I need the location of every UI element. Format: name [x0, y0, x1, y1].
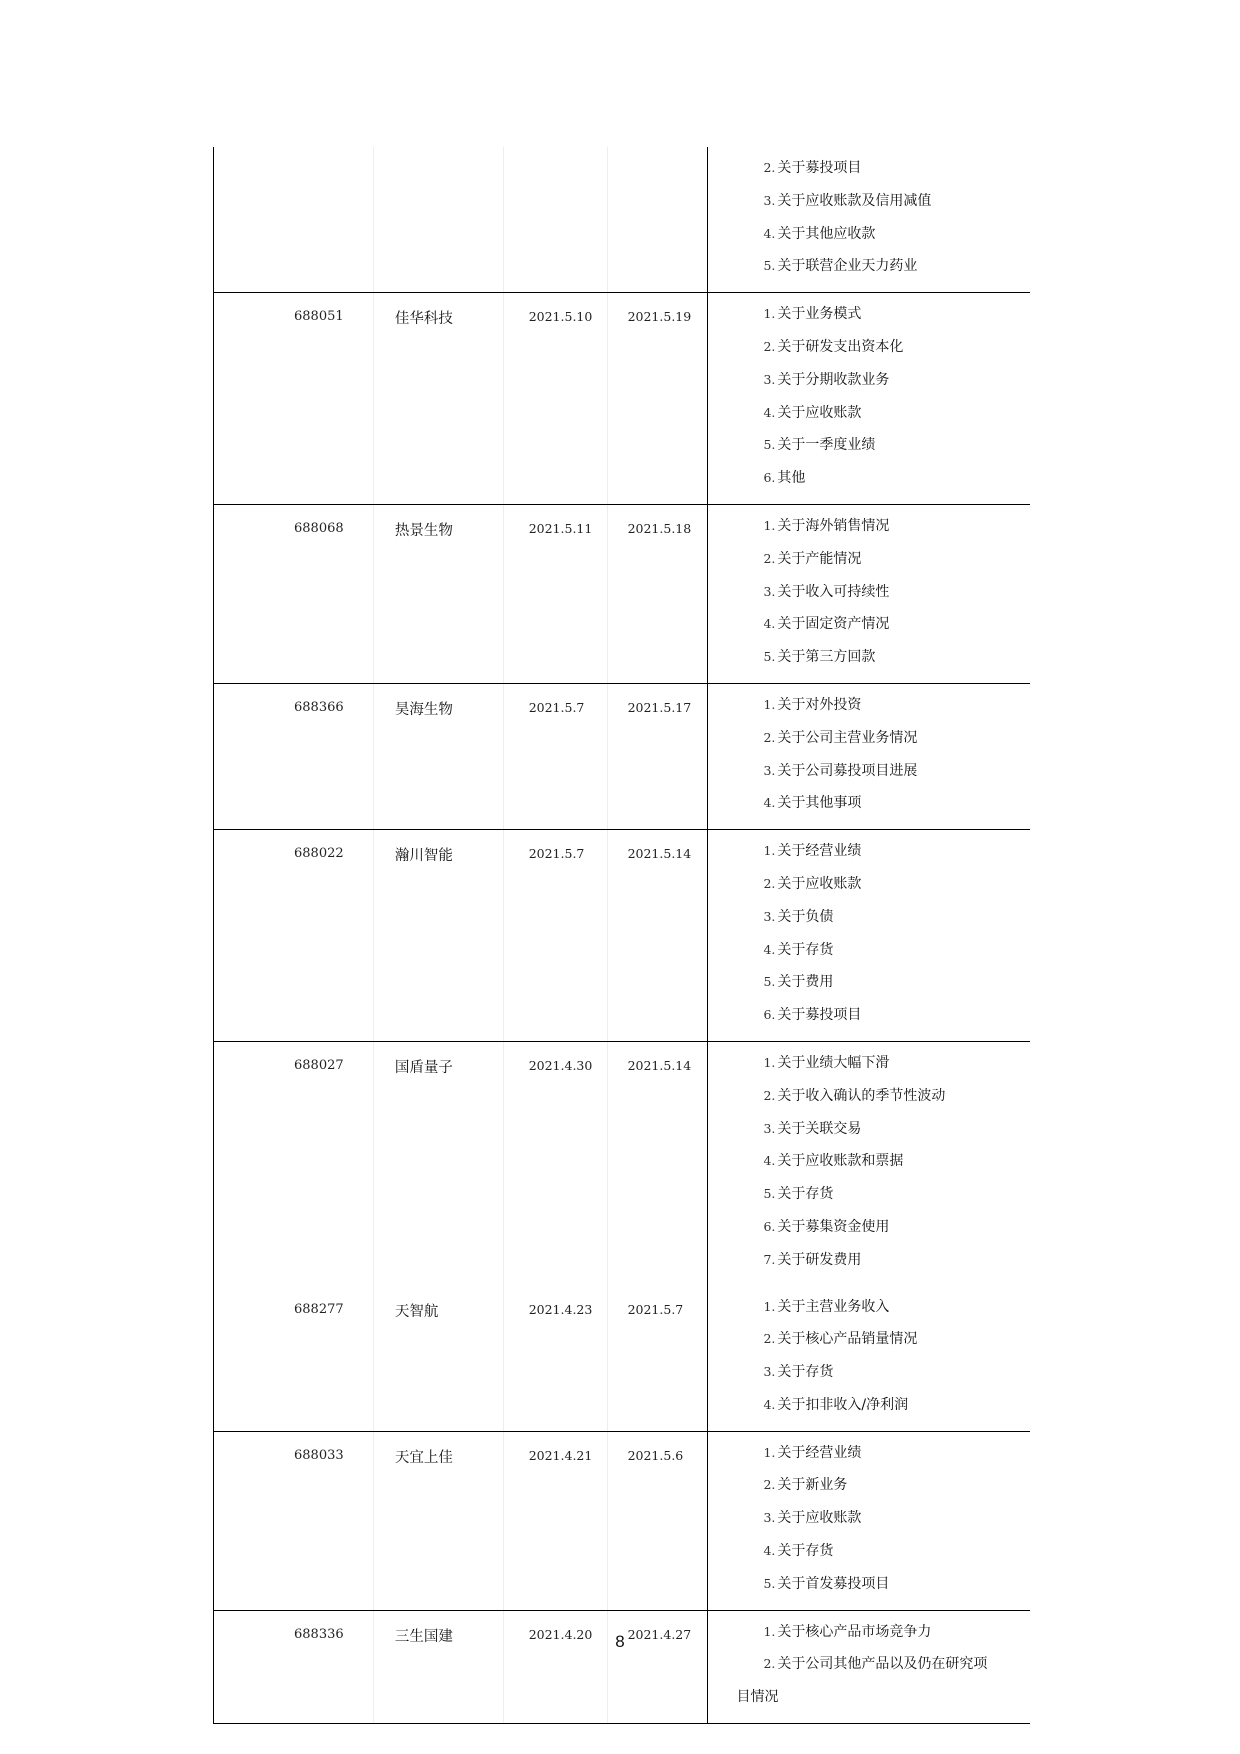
item-number: 4.	[763, 1153, 776, 1169]
item-text: 关于业务模式	[777, 306, 862, 323]
company-name-cell: 昊海生物	[374, 684, 504, 829]
item-text: 关于核心产品市场竞争力	[777, 1623, 932, 1640]
item-number: 2.	[763, 550, 776, 566]
item-text: 关于应收账款及信用减值	[777, 192, 932, 209]
item-text: 目情况	[736, 1689, 779, 1706]
item-text: 关于研发费用	[777, 1251, 862, 1268]
reply-date-cell	[608, 147, 709, 292]
item-number: 5.	[763, 974, 776, 990]
inquiry-date-cell: 2021.5.7	[504, 830, 608, 1041]
item-text: 关于公司其他产品以及仍在研究项	[777, 1656, 988, 1673]
list-item	[763, 369, 1030, 402]
list-item	[763, 840, 1030, 873]
topics-cell	[708, 1611, 1030, 1723]
list-item	[763, 1004, 1030, 1037]
list-item	[763, 1085, 1030, 1118]
item-number: 4.	[763, 616, 776, 632]
item-text: 关于公司主营业务情况	[777, 729, 918, 746]
stock-code-cell: 688033	[214, 1432, 374, 1610]
item-text: 关于经营业绩	[777, 1444, 862, 1461]
topics-cell	[708, 684, 1030, 829]
item-number: 4.	[763, 795, 776, 811]
item-number: 4.	[763, 1396, 776, 1412]
item-text: 关于业绩大幅下滑	[777, 1054, 890, 1071]
reply-date-cell: 2021.5.7	[608, 1286, 709, 1431]
item-number: 6.	[763, 1007, 776, 1023]
item-text: 关于公司募投项目进展	[777, 762, 918, 779]
table-row	[213, 505, 1030, 684]
company-name-cell: 天宜上佳	[374, 1432, 504, 1610]
item-number: 3.	[763, 908, 776, 924]
reply-date-cell: 2021.5.18	[608, 505, 709, 683]
item-number: 3.	[763, 583, 776, 599]
item-text: 关于经营业绩	[777, 843, 862, 860]
item-text: 关于应收账款	[777, 1510, 862, 1527]
item-number: 5.	[763, 437, 776, 453]
item-text: 关于一季度业绩	[777, 437, 876, 454]
topics-cell	[708, 1042, 1030, 1286]
list-item	[763, 1216, 1030, 1249]
item-number: 3.	[763, 1510, 776, 1526]
item-text: 关于费用	[777, 974, 834, 991]
reply-date-cell: 2021.4.27	[608, 1611, 709, 1723]
table-row	[213, 147, 1030, 293]
list-item	[763, 336, 1030, 369]
stock-code-cell: 688336	[214, 1611, 374, 1723]
reply-date-cell: 2021.5.17	[608, 684, 709, 829]
item-number: 6.	[763, 1218, 776, 1234]
company-name-cell	[374, 147, 504, 292]
item-number: 1.	[763, 843, 776, 859]
item-number: 4.	[763, 941, 776, 957]
company-name-cell: 佳华科技	[374, 293, 504, 504]
inquiry-date-cell: 2021.5.7	[504, 684, 608, 829]
inquiry-date-cell: 2021.5.10	[504, 293, 608, 504]
list-item	[763, 1442, 1030, 1475]
item-text: 关于存货	[777, 1186, 834, 1203]
item-number: 3.	[763, 762, 776, 778]
item-text: 关于收入确认的季节性波动	[777, 1087, 946, 1104]
item-number: 6.	[763, 470, 776, 486]
item-text: 关于联营企业天力药业	[777, 258, 918, 275]
list-item	[763, 613, 1030, 646]
topics-cell	[708, 1286, 1030, 1431]
item-number: 3.	[763, 192, 776, 208]
item-number: 7.	[763, 1251, 776, 1267]
stock-code-cell: 688068	[214, 505, 374, 683]
item-text: 关于核心产品销量情况	[777, 1331, 918, 1348]
topics-cell	[708, 830, 1030, 1041]
stock-code-cell	[214, 147, 374, 292]
list-item	[763, 646, 1030, 679]
item-number: 3.	[763, 1364, 776, 1380]
company-name-cell: 瀚川智能	[374, 830, 504, 1041]
item-number: 2.	[763, 1331, 776, 1347]
item-text: 关于存货	[777, 941, 834, 958]
list-item	[763, 760, 1030, 793]
topics-cell	[708, 293, 1030, 504]
item-number: 1.	[763, 517, 776, 533]
inquiry-date-cell	[504, 147, 608, 292]
company-name-cell: 国盾量子	[374, 1042, 504, 1286]
reply-date-cell: 2021.5.6	[608, 1432, 709, 1610]
inquiry-date-cell: 2021.4.30	[504, 1042, 608, 1286]
list-item	[763, 971, 1030, 1004]
inquiry-date-cell: 2021.5.11	[504, 505, 608, 683]
stock-code-cell: 688027	[214, 1042, 374, 1286]
item-text: 关于应收账款	[777, 875, 862, 892]
item-number: 5.	[763, 258, 776, 274]
item-number: 2.	[763, 1477, 776, 1493]
item-text: 关于新业务	[777, 1477, 848, 1494]
item-text: 关于产能情况	[777, 550, 862, 567]
list-item	[763, 939, 1030, 972]
item-number: 2.	[763, 875, 776, 891]
list-item	[736, 1686, 1030, 1719]
topics-cell	[708, 1432, 1030, 1610]
item-text: 关于应收账款	[777, 404, 862, 421]
list-item	[763, 1653, 1030, 1686]
inquiry-date-cell: 2021.4.20	[504, 1611, 608, 1723]
list-item	[763, 1296, 1030, 1329]
list-item	[763, 792, 1030, 825]
list-item	[763, 434, 1030, 467]
item-text: 关于其他事项	[777, 795, 862, 812]
reply-date-cell: 2021.5.14	[608, 830, 709, 1041]
list-item	[763, 402, 1030, 435]
list-item	[763, 1249, 1030, 1282]
item-number: 5.	[763, 649, 776, 665]
table-row	[213, 1042, 1030, 1286]
item-number: 4.	[763, 225, 776, 241]
item-text: 关于存货	[777, 1543, 834, 1560]
table-row	[213, 293, 1030, 505]
company-name-cell: 热景生物	[374, 505, 504, 683]
list-item	[763, 548, 1030, 581]
item-number: 2.	[763, 729, 776, 745]
list-item	[763, 581, 1030, 614]
item-number: 1.	[763, 1623, 776, 1639]
item-number: 4.	[763, 1543, 776, 1559]
list-item	[763, 1328, 1030, 1361]
item-text: 关于应收账款和票据	[777, 1153, 904, 1170]
item-number: 1.	[763, 1054, 776, 1070]
list-item	[763, 694, 1030, 727]
list-item	[763, 1540, 1030, 1573]
topics-cell	[708, 147, 1030, 292]
list-item	[763, 906, 1030, 939]
item-number: 3.	[763, 371, 776, 387]
stock-code-cell: 688051	[214, 293, 374, 504]
item-number: 1.	[763, 696, 776, 712]
item-text: 关于海外销售情况	[777, 517, 890, 534]
reply-date-cell: 2021.5.14	[608, 1042, 709, 1286]
item-number: 4.	[763, 404, 776, 420]
inquiry-table	[213, 147, 1030, 1724]
list-item	[763, 1052, 1030, 1085]
item-number: 2.	[763, 338, 776, 354]
list-item	[763, 515, 1030, 548]
item-text: 关于募投项目	[777, 160, 862, 176]
item-text: 关于募集资金使用	[777, 1218, 890, 1235]
page-number: 8	[615, 1632, 625, 1651]
stock-code-cell: 688277	[214, 1286, 374, 1431]
item-number: 5.	[763, 1186, 776, 1202]
list-item	[763, 1150, 1030, 1183]
list-item	[763, 467, 1030, 500]
table-row	[213, 1432, 1030, 1611]
table-row	[213, 1611, 1030, 1724]
list-item	[763, 873, 1030, 906]
item-text: 关于主营业务收入	[777, 1298, 890, 1315]
item-number: 2.	[763, 160, 776, 175]
item-text: 关于第三方回款	[777, 649, 876, 666]
item-text: 关于负债	[777, 908, 834, 925]
reply-date-cell: 2021.5.19	[608, 293, 709, 504]
item-number: 3.	[763, 1120, 776, 1136]
list-item	[763, 1573, 1030, 1606]
topics-cell	[708, 505, 1030, 683]
item-number: 2.	[763, 1087, 776, 1103]
item-number: 1.	[763, 1444, 776, 1460]
list-item	[763, 1118, 1030, 1151]
stock-code-cell: 688022	[214, 830, 374, 1041]
list-item	[763, 303, 1030, 336]
item-text: 关于分期收款业务	[777, 371, 890, 388]
item-text: 关于募投项目	[777, 1007, 862, 1024]
list-item	[763, 1361, 1030, 1394]
company-name-cell: 天智航	[374, 1286, 504, 1431]
item-text: 其他	[777, 470, 806, 487]
list-item	[763, 727, 1030, 760]
table-row	[213, 830, 1030, 1042]
list-item	[763, 223, 1030, 256]
table-row	[213, 684, 1030, 830]
item-text: 关于存货	[777, 1364, 834, 1381]
item-number: 1.	[763, 1298, 776, 1314]
item-text: 关于收入可持续性	[777, 583, 890, 600]
item-text: 关于扣非收入/净利润	[777, 1396, 909, 1413]
list-item	[763, 1394, 1030, 1427]
list-item	[763, 255, 1030, 288]
table-row	[213, 1286, 1030, 1432]
company-name-cell: 三生国建	[374, 1611, 504, 1723]
item-number: 5.	[763, 1575, 776, 1591]
list-item	[763, 157, 1030, 190]
list-item	[763, 190, 1030, 223]
inquiry-date-cell: 2021.4.23	[504, 1286, 608, 1431]
item-number: 2.	[763, 1656, 776, 1672]
item-text: 关于对外投资	[777, 696, 862, 713]
item-number: 1.	[763, 306, 776, 322]
item-text: 关于固定资产情况	[777, 616, 890, 633]
stock-code-cell: 688366	[214, 684, 374, 829]
item-text: 关于研发支出资本化	[777, 338, 904, 355]
list-item	[763, 1507, 1030, 1540]
list-item	[763, 1183, 1030, 1216]
inquiry-date-cell: 2021.4.21	[504, 1432, 608, 1610]
item-text: 关于首发募投项目	[777, 1575, 890, 1592]
item-text: 关于关联交易	[777, 1120, 862, 1137]
item-text: 关于其他应收款	[777, 225, 876, 242]
list-item	[763, 1474, 1030, 1507]
